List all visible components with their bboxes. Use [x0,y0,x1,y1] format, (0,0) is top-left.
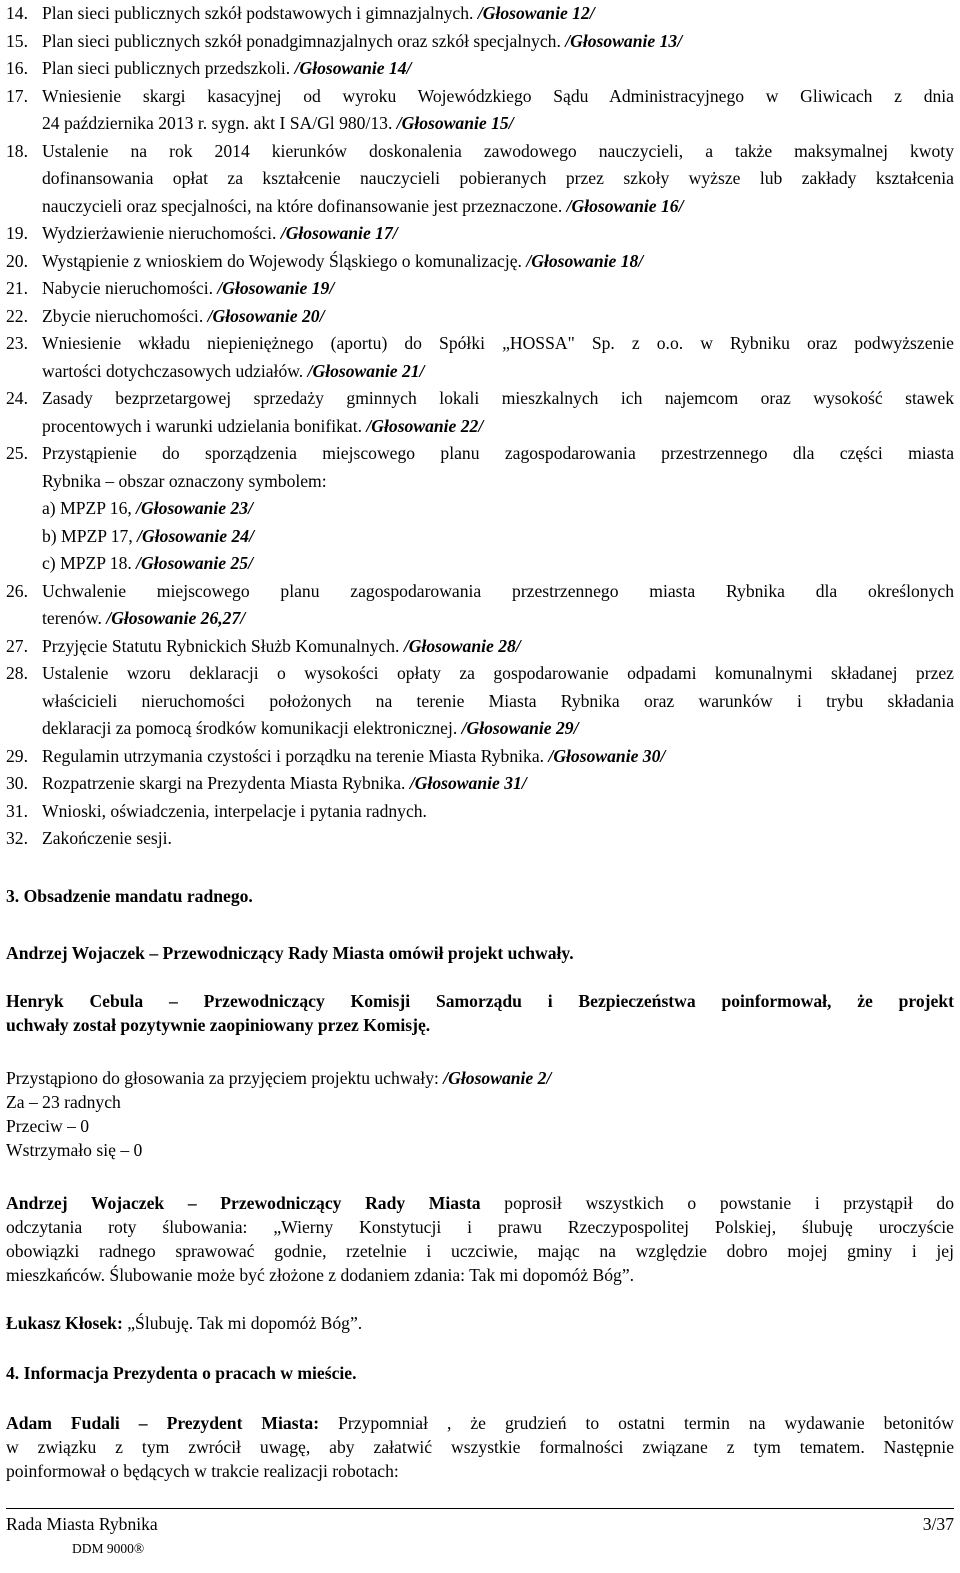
agenda-item-line [42,358,954,386]
agenda-list [6,0,954,853]
klosek-line [6,1311,954,1335]
vote-against: Przeciw – 0 [6,1116,90,1136]
agenda-item-vote: /Głosowanie 20/ [207,305,325,326]
agenda-item-number: 30. [6,773,28,793]
agenda-item-line [42,605,954,633]
agenda-item-text [42,385,954,440]
agenda-item-number: 29. [6,745,28,766]
agenda-item [6,825,954,853]
agenda-item-line-text: właścicieli nieruchomości położonych na terenie Miasta Rybnika oraz warunków i trybu składania [42,690,954,711]
vote-intro: Przystąpiono do głosowania za przyjęciem projektu uchwały: [6,1068,439,1088]
agenda-item-line [42,28,954,56]
agenda-subitem [42,495,954,523]
agenda-item-line-text: Przystąpienie do sporządzenia miejscowego planu zagospodarowania przestrzennego dla części miasta [42,443,954,463]
agenda-item-line-text: deklaracji za pomocą środków komunikacji elektronicznej. [42,718,458,738]
agenda-item-line-text: nauczycieli oraz specjalności, na które dofinansowanie jest przeznaczone. [42,195,563,216]
agenda-item-text [42,660,954,743]
committee-line-2: uchwały został pozytywnie zaopiniowany przez Komisję. [6,1015,431,1035]
agenda-item-line-text: Rozpatrzenie skargi na Prezydenta Miasta Rybnika. [42,773,406,793]
agenda-item-line [42,0,954,28]
agenda-subitem [42,523,954,551]
agenda-item-line-text: 24 października 2013 r. sygn. akt I SA/Gl 980/13. [42,113,393,133]
agenda-item-number: 19. [6,223,28,243]
oath-line-2: odczytania roty ślubowania: „Wierny Konstytucji i prawu Rzeczypospolitej Polskiej, ślubuję uroczyście [6,1217,954,1237]
agenda-item-text [42,138,954,221]
footer-document-system: DDM 9000® [72,1541,145,1556]
agenda-item [6,248,954,276]
agenda-item [6,0,954,28]
committee-line-1: Henryk Cebula – Przewodniczący Komisji Samorządu i Bezpieczeństwa poinformował, że projekt [6,991,954,1011]
section-3 [6,884,954,908]
agenda-item-number: 23. [6,333,28,353]
agenda-item-vote: /Głosowanie 22/ [366,415,484,436]
agenda-item [6,660,954,743]
footer-page-number: 3/37 [922,1514,954,1534]
agenda-item-line-text: Plan sieci publicznych szkół ponadgimnazjalnych oraz szkół specjalnych. [42,30,561,51]
agenda-item-vote: /Głosowanie 18/ [526,250,644,271]
agenda-item-vote: /Głosowanie 31/ [409,773,527,793]
agenda-item-line [42,660,954,688]
agenda-item-vote: /Głosowanie 13/ [565,30,683,51]
oath-line-3: obowiązki radnego sprawować godnie, rzetelnie i uczciwie, mając na względzie dobro mojej gminy i jej [6,1241,954,1261]
agenda-item-line-text: Wnioski, oświadczenia, interpelacje i pytania radnych. [42,800,427,821]
paragraph-oath [6,1191,954,1287]
agenda-item-line [42,83,954,111]
agenda-item-text [42,825,954,853]
agenda-subitem-text: a) MPZP 16, [42,498,132,518]
agenda-item-line-text: wartości dotychczasowych udziałów. [42,360,304,381]
agenda-item-text [42,633,954,661]
agenda-subitem-vote: /Głosowanie 24/ [137,525,254,546]
agenda-item-text [42,0,954,28]
agenda-item-line [42,55,954,83]
president-line-3: poinformował o będących w trakcie realizacji robotach: [6,1461,399,1481]
agenda-item-number: 28. [6,663,28,683]
agenda-item [6,633,954,661]
agenda-item-vote: /Głosowanie 26,27/ [106,608,246,628]
agenda-item [6,330,954,385]
agenda-item-text [42,330,954,385]
agenda-item [6,440,954,578]
agenda-item [6,220,954,248]
agenda-item-line [42,413,954,441]
agenda-item-line [42,715,954,743]
agenda-item-number: 14. [6,3,28,23]
agenda-item-line [42,688,954,716]
agenda-item-number: 16. [6,58,28,78]
agenda-item-text [42,440,954,578]
agenda-item-line [42,165,954,193]
agenda-item-line-text: Wniesienie wkładu niepieniężnego (aportu) do Spółki „HOSSA" Sp. z o.o. w Rybniku oraz podwyższenie [42,333,954,353]
klosek-speaker: Łukasz Kłosek: [6,1313,123,1333]
paragraph-committee [6,989,954,1037]
agenda-item-text [42,220,954,248]
footer-council-name: Rada Miasta Rybnika [6,1514,158,1534]
agenda-item-line-text: Zakończenie sesji. [42,828,172,848]
agenda-item-line-text: Zasady bezprzetargowej sprzedaży gminnych lokali mieszkalnych ich najemcom oraz wysokość stawek [42,388,954,408]
agenda-item-vote: /Głosowanie 30/ [548,745,666,766]
agenda-item-text [42,798,954,826]
paragraph-klosek [6,1311,954,1335]
agenda-item-vote: /Głosowanie 14/ [294,58,412,78]
agenda-item [6,303,954,331]
agenda-item [6,55,954,83]
agenda-item-text [42,743,954,771]
agenda-item-line-text: Ustalenie na rok 2014 kierunków doskonalenia zawodowego nauczycieli, a także maksymalnej kwoty [42,140,954,161]
vote-label: /Głosowanie 2/ [443,1068,552,1088]
agenda-item-line-text: Ustalenie wzoru deklaracji o wysokości opłaty za gospodarowanie odpadami komunalnymi składanej przez [42,663,954,683]
agenda-item-vote: /Głosowanie 29/ [461,718,579,738]
agenda-item-line-text: Plan sieci publicznych przedszkoli. [42,58,291,78]
agenda-item-text [42,578,954,633]
agenda-item-text [42,55,954,83]
agenda-item-line-text: Nabycie nieruchomości. [42,278,213,298]
agenda-item-line-text: Wniesienie skargi kasacyjnej od wyroku Wojewódzkiego Sądu Administracyjnego w Gliwicach z dnia [42,85,954,106]
agenda-item-line-text: Zbycie nieruchomości. [42,305,204,326]
agenda-item-number: 26. [6,580,28,601]
agenda-item-line-text: Wystąpienie z wnioskiem do Wojewody Śląskiego o komunalizację. [42,250,522,271]
agenda-item [6,798,954,826]
agenda-item [6,385,954,440]
president-line-1-rest: Przypomniał , że grudzień to ostatni termin na wydawanie betonitów [338,1413,954,1433]
agenda-item-text [42,83,954,138]
section-4-heading: 4. Informacja Prezydenta o pracach w mieście. [6,1363,357,1383]
agenda-item-vote: /Głosowanie 16/ [566,195,684,216]
oath-speaker: Andrzej Wojaczek – Przewodniczący Rady Miasta [6,1193,481,1213]
agenda-item-vote: /Głosowanie 12/ [477,3,595,23]
section-4 [6,1361,954,1385]
agenda-item-vote: /Głosowanie 21/ [307,360,425,381]
agenda-item-number: 17. [6,85,28,106]
president-speaker: Adam Fudali – Prezydent Miasta: [6,1413,320,1433]
agenda-subitem-text: c) MPZP 18. [42,553,132,573]
agenda-item-number: 27. [6,635,28,656]
chairman-statement: Andrzej Wojaczek – Przewodniczący Rady Miasta omówił projekt uchwały. [6,943,574,963]
vote-for: Za – 23 radnych [6,1092,121,1112]
agenda-item-vote: /Głosowanie 17/ [280,223,398,243]
footer-divider [6,1508,954,1509]
agenda-item [6,83,954,138]
agenda-item-number: 24. [6,388,28,408]
agenda-item-line [42,578,954,606]
agenda-item-line-text: Przyjęcie Statutu Rybnickich Służb Komunalnych. [42,635,400,656]
agenda-item-text [42,28,954,56]
agenda-item-number: 18. [6,140,28,161]
agenda-item-line-text: procentowych i warunki udzielania bonifikat. [42,415,363,436]
agenda-item-vote: /Głosowanie 19/ [217,278,335,298]
agenda-item-number: 20. [6,250,28,271]
agenda-item-line [42,385,954,413]
oath-line-1-rest: poprosił wszystkich o powstanie i przystąpił do [504,1193,954,1213]
agenda-item-line [42,275,954,303]
agenda-item-number: 15. [6,30,28,51]
agenda-item-number: 22. [6,305,28,326]
agenda-item [6,743,954,771]
agenda-subitem-vote: /Głosowanie 23/ [136,498,253,518]
agenda-item-line [42,440,954,468]
agenda-item-text [42,248,954,276]
vote-result [6,1066,954,1162]
agenda-item-number: 32. [6,828,28,848]
oath-line-1 [6,1191,954,1215]
agenda-subitem [42,550,954,578]
agenda-item-line-text: dofinansowania opłat za kształcenie nauczycieli pobieranych przez szkoły wyższe lub zakłady kształcenia [42,168,954,188]
agenda-item-line [42,330,954,358]
agenda-item [6,578,954,633]
agenda-item-line-text: Wydzierżawienie nieruchomości. [42,223,277,243]
agenda-item-line [42,303,954,331]
president-line-1 [6,1411,954,1435]
president-line-2: w związku z tym zwrócił uwagę, aby załatwić wszystkie formalności związane z tym tematem. Następnie [6,1437,954,1457]
section-3-heading: 3. Obsadzenie mandatu radnego. [6,886,253,906]
agenda-item-line-text: Regulamin utrzymania czystości i porządku na terenie Miasta Rybnika. [42,745,545,766]
agenda-item-line-text: terenów. [42,608,102,628]
agenda-item-text [42,770,954,798]
agenda-item-line [42,633,954,661]
agenda-subitem-vote: /Głosowanie 25/ [136,553,253,573]
agenda-item [6,28,954,56]
paragraph-chairman [6,941,954,965]
agenda-item-text [42,303,954,331]
agenda-item-vote: /Głosowanie 28/ [403,635,521,656]
agenda-item-line [42,770,954,798]
agenda-item-number: 21. [6,278,28,298]
agenda-item-text [42,275,954,303]
agenda-item-line [42,825,954,853]
agenda-item-line [42,248,954,276]
paragraph-president [6,1411,954,1483]
agenda-item-line-text: Uchwalenie miejscowego planu zagospodarowania przestrzennego miasta Rybnika dla określonych [42,580,954,601]
vote-intro-line [6,1066,954,1090]
agenda-item-line [42,468,954,496]
agenda-item-line [42,110,954,138]
agenda-item-line [42,193,954,221]
agenda-item-line [42,798,954,826]
klosek-text: „Ślubuję. Tak mi dopomóż Bóg”. [127,1313,363,1333]
agenda-item [6,138,954,221]
agenda-item-line [42,138,954,166]
agenda-item-line [42,220,954,248]
vote-abstain: Wstrzymało się – 0 [6,1140,143,1160]
agenda-item-vote: /Głosowanie 15/ [396,113,514,133]
agenda-item-line [42,743,954,771]
oath-line-4: mieszkańców. Ślubowanie może być złożone z dodaniem zdania: Tak mi dopomóż Bóg”. [6,1265,635,1285]
agenda-item [6,770,954,798]
agenda-item-line-text: Rybnika – obszar oznaczony symbolem: [42,470,327,491]
agenda-item-number: 25. [6,443,28,463]
agenda-item [6,275,954,303]
agenda-item-number: 31. [6,800,28,821]
agenda-item-line-text: Plan sieci publicznych szkół podstawowych i gimnazjalnych. [42,3,474,23]
agenda-subitem-text: b) MPZP 17, [42,525,133,546]
